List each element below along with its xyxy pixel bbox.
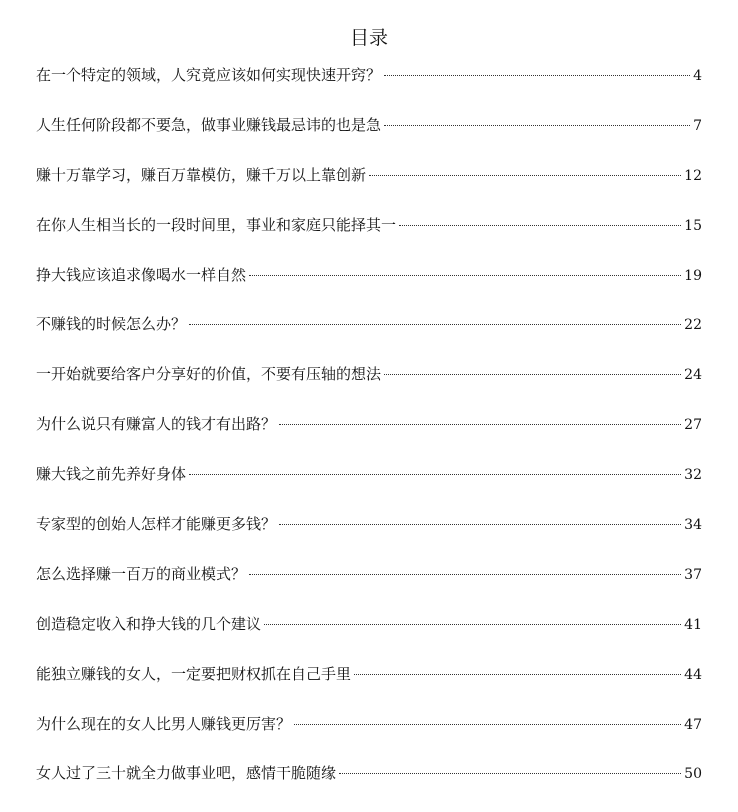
toc-entry[interactable] — [36, 613, 702, 663]
toc-page-number: 44 — [684, 666, 702, 683]
toc-page-number: 24 — [684, 367, 702, 384]
toc-page-number: 27 — [684, 417, 702, 434]
toc-entry-title: 创造稳定收入和挣大钱的几个建议 — [36, 614, 262, 633]
dot-leader — [279, 524, 681, 525]
toc-entry[interactable] — [36, 114, 702, 164]
toc-entry[interactable] — [36, 313, 702, 363]
toc-page-number: 22 — [684, 317, 702, 334]
dot-leader — [249, 574, 681, 575]
dot-leader — [264, 624, 681, 625]
toc-page-number: 15 — [684, 217, 702, 234]
toc-entry[interactable] — [36, 513, 702, 563]
toc-entry[interactable] — [36, 563, 702, 613]
dot-leader — [339, 773, 681, 774]
toc-entry-title: 在你人生相当长的一段时间里，事业和家庭只能择其一 — [36, 215, 397, 234]
dot-leader — [399, 225, 681, 226]
toc-entry[interactable] — [36, 164, 702, 214]
toc-entry[interactable] — [36, 463, 702, 513]
dot-leader — [384, 75, 690, 76]
toc-page-number: 4 — [693, 68, 702, 84]
toc-entry-title: 能独立赚钱的女人，一定要把财权抓在自己手里 — [36, 664, 352, 683]
toc-entry[interactable] — [36, 663, 702, 713]
toc-entry-title: 为什么现在的女人比男人赚钱更厉害？ — [36, 714, 292, 733]
dot-leader — [294, 724, 681, 725]
dot-leader — [279, 424, 681, 425]
toc-entry-title: 女人过了三十就全力做事业吧，感情干脆随缘 — [36, 764, 337, 783]
toc-page-number: 12 — [684, 167, 702, 184]
toc-entry-title: 赚大钱之前先养好身体 — [36, 465, 187, 484]
toc-entry[interactable] — [36, 64, 702, 114]
toc-page-number: 50 — [684, 766, 702, 783]
toc-page-number: 41 — [684, 616, 702, 633]
toc-entry-title: 在一个特定的领域，人究竟应该如何实现快速开窍？ — [36, 66, 382, 84]
toc-entry-title: 为什么说只有赚富人的钱才有出路？ — [36, 415, 277, 434]
toc-title: 目录 — [349, 27, 388, 49]
dot-leader — [189, 324, 681, 325]
toc-page-number: 34 — [684, 517, 702, 534]
toc-page-number: 19 — [684, 267, 702, 284]
dot-leader — [384, 374, 681, 375]
toc-entry[interactable] — [36, 214, 702, 264]
toc-entry-title: 不赚钱的时候怎么办？ — [36, 315, 187, 334]
toc-entry-title: 赚十万靠学习，赚百万靠模仿，赚千万以上靠创新 — [36, 165, 367, 184]
dot-leader — [354, 674, 681, 675]
toc-entry[interactable] — [36, 762, 702, 812]
toc-entry-title: 挣大钱应该追求像喝水一样自然 — [36, 265, 247, 284]
toc-entry-title: 怎么选择赚一百万的商业模式？ — [36, 564, 247, 583]
dot-leader — [369, 175, 681, 176]
toc-page-number: 7 — [693, 117, 702, 134]
dot-leader — [249, 275, 681, 276]
toc-page-number: 32 — [684, 467, 702, 484]
toc-entry-title: 专家型的创始人怎样才能赚更多钱？ — [36, 515, 277, 534]
toc-entry-title: 一开始就要给客户分享好的价值，不要有压轴的想法 — [36, 365, 382, 384]
toc-entry[interactable] — [36, 363, 702, 413]
toc-entry[interactable] — [36, 713, 702, 763]
dot-leader — [384, 125, 690, 126]
toc-entry[interactable] — [36, 264, 702, 314]
toc-page-number: 37 — [684, 566, 702, 583]
toc-list — [36, 64, 702, 812]
toc-entry-title: 人生任何阶段都不要急，做事业赚钱最忌讳的也是急 — [36, 115, 382, 134]
toc-entry[interactable] — [36, 413, 702, 463]
toc-page-number: 47 — [684, 716, 702, 733]
dot-leader — [189, 474, 681, 475]
